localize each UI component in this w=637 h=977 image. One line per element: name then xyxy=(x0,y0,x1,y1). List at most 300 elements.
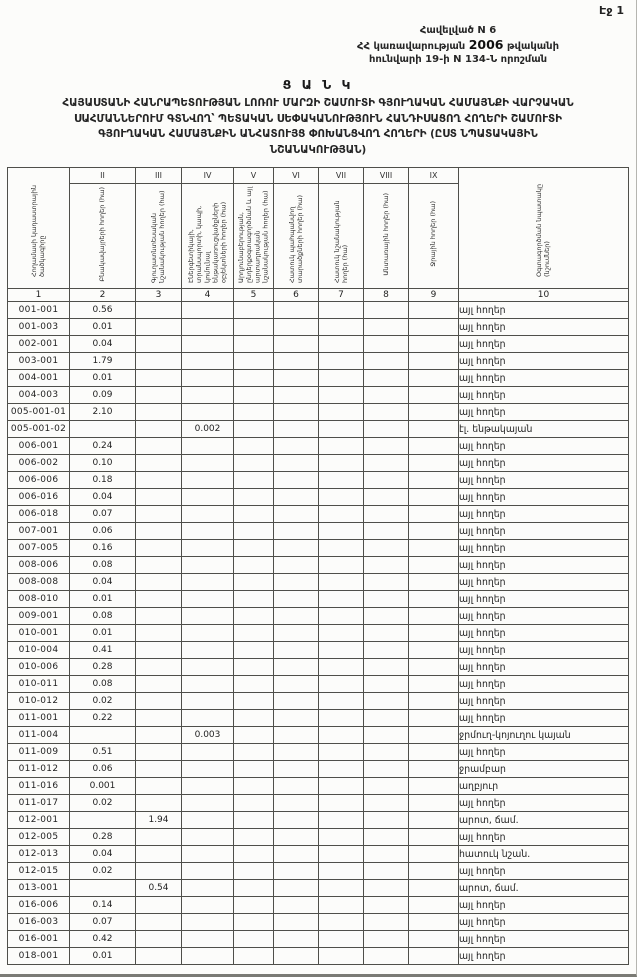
cell-value xyxy=(319,455,364,472)
cell-code: 005-001-01 xyxy=(8,404,70,421)
column-number: 4 xyxy=(182,289,234,302)
cell-value xyxy=(274,608,319,625)
table-row xyxy=(8,778,629,795)
roman-numeral: V xyxy=(234,168,274,184)
table-row xyxy=(8,846,629,863)
cell-value xyxy=(319,540,364,557)
cell-value xyxy=(274,727,319,744)
cell-value xyxy=(364,863,409,880)
cell-value: 0.56 xyxy=(70,302,136,319)
cell-value xyxy=(136,472,182,489)
cell-code: 006-001 xyxy=(8,438,70,455)
cell-value xyxy=(364,387,409,404)
cell-value xyxy=(274,778,319,795)
cell-value xyxy=(234,863,274,880)
cell-value: 0.06 xyxy=(70,523,136,540)
cell-code: 003-001 xyxy=(8,353,70,370)
cell-value xyxy=(364,744,409,761)
cell-value xyxy=(274,659,319,676)
document-subtitle xyxy=(0,96,636,158)
cell-note: այլ հողեր xyxy=(459,676,629,693)
cell-value xyxy=(136,336,182,353)
cell-value xyxy=(182,353,234,370)
cell-value xyxy=(274,846,319,863)
cell-value xyxy=(182,319,234,336)
cell-code: 011-009 xyxy=(8,744,70,761)
cell-value xyxy=(136,438,182,455)
cell-value xyxy=(319,914,364,931)
column-number: 7 xyxy=(319,289,364,302)
table-row xyxy=(8,829,629,846)
cell-value xyxy=(136,455,182,472)
cell-value xyxy=(319,506,364,523)
cell-value: 0.41 xyxy=(70,642,136,659)
cell-value xyxy=(274,319,319,336)
roman-numeral: II xyxy=(70,168,136,184)
appendix-line2-suffix: թվականի xyxy=(507,41,560,52)
cell-code: 011-017 xyxy=(8,795,70,812)
roman-numeral: IX xyxy=(409,168,459,184)
cell-value xyxy=(136,897,182,914)
cell-note: այլ հողեր xyxy=(459,353,629,370)
cell-code: 016-006 xyxy=(8,897,70,914)
cell-value xyxy=(136,693,182,710)
cell-value xyxy=(274,880,319,897)
cell-value xyxy=(136,370,182,387)
table-row xyxy=(8,523,629,540)
table-row xyxy=(8,370,629,387)
cell-note: այլ հողեր xyxy=(459,302,629,319)
cell-note: ջրմուղ-կոյուղու կայան xyxy=(459,727,629,744)
cell-value xyxy=(364,336,409,353)
cell-note: այլ հողեր xyxy=(459,574,629,591)
cell-note: այլ հողեր xyxy=(459,370,629,387)
cell-value xyxy=(182,557,234,574)
cell-value xyxy=(409,846,459,863)
cell-value xyxy=(274,676,319,693)
cell-value xyxy=(409,914,459,931)
column-number: 3 xyxy=(136,289,182,302)
cell-value xyxy=(182,914,234,931)
table-row xyxy=(8,795,629,812)
appendix-year: 2006 xyxy=(468,37,504,52)
cell-code: 010-011 xyxy=(8,676,70,693)
cell-note: ջրամբար xyxy=(459,761,629,778)
cell-value xyxy=(409,319,459,336)
cell-note: այլ հողեր xyxy=(459,659,629,676)
appendix-line1: Հավելված N 6 xyxy=(419,25,497,36)
cell-value xyxy=(234,727,274,744)
cell-value xyxy=(409,506,459,523)
table-row xyxy=(8,591,629,608)
cell-value xyxy=(274,455,319,472)
cell-value xyxy=(234,625,274,642)
cell-value xyxy=(136,727,182,744)
cell-value: 0.04 xyxy=(70,336,136,353)
cell-value xyxy=(234,914,274,931)
column-header-8 xyxy=(364,184,409,289)
subtitle-line-3: ԳՅՈՒՂԱԿԱՆ ՀԱՄԱՅՆՔԻՆ ԱՆՀԱՏՈՒՅՑ ՓՈԽԱՆՑՎՈՂ ՀՈՂԵՐԻ (ԸՍՏ ՆՊԱՏԱԿԱՅԻՆ xyxy=(98,128,538,141)
cell-note: այլ հողեր xyxy=(459,744,629,761)
cell-value xyxy=(136,387,182,404)
cell-value xyxy=(182,829,234,846)
column-header-5 xyxy=(234,184,274,289)
rotated-label: Գյուղատնտեսական նշանակության հողեր (հա) xyxy=(150,190,167,283)
cell-value xyxy=(409,659,459,676)
cell-value xyxy=(319,608,364,625)
cell-note: այլ հողեր xyxy=(459,863,629,880)
cell-code: 006-018 xyxy=(8,506,70,523)
cell-value xyxy=(319,438,364,455)
cell-code: 008-006 xyxy=(8,557,70,574)
cell-value: 0.01 xyxy=(70,591,136,608)
column-number: 10 xyxy=(459,289,629,302)
cell-value xyxy=(182,931,234,948)
cell-value xyxy=(234,353,274,370)
cell-value xyxy=(274,744,319,761)
table-row xyxy=(8,506,629,523)
cell-code: 005-001-02 xyxy=(8,421,70,438)
cell-value xyxy=(319,404,364,421)
cell-code: 004-003 xyxy=(8,387,70,404)
cell-value xyxy=(364,676,409,693)
cell-value xyxy=(182,659,234,676)
appendix-line2-prefix: ՀՀ կառավարության xyxy=(356,41,466,52)
cell-value xyxy=(319,387,364,404)
cell-value xyxy=(136,302,182,319)
cell-value xyxy=(274,336,319,353)
cell-note: այլ հողեր xyxy=(459,438,629,455)
cell-code: 006-002 xyxy=(8,455,70,472)
cell-value xyxy=(274,506,319,523)
cell-value xyxy=(136,489,182,506)
roman-numeral: VI xyxy=(274,168,319,184)
cell-value xyxy=(364,421,409,438)
cell-value xyxy=(182,540,234,557)
cell-value xyxy=(274,370,319,387)
cell-value xyxy=(364,472,409,489)
cell-value xyxy=(234,897,274,914)
cell-code: 016-003 xyxy=(8,914,70,931)
table-row xyxy=(8,608,629,625)
cell-value xyxy=(409,761,459,778)
cell-value xyxy=(136,353,182,370)
appendix-block xyxy=(308,24,608,66)
cell-note: այլ հողեր xyxy=(459,506,629,523)
cell-note: այլ հողեր xyxy=(459,591,629,608)
cell-value xyxy=(409,897,459,914)
cell-value xyxy=(409,387,459,404)
cell-value xyxy=(136,319,182,336)
table-row xyxy=(8,812,629,829)
cell-value xyxy=(234,302,274,319)
cell-value xyxy=(364,489,409,506)
cell-value xyxy=(70,812,136,829)
table-row xyxy=(8,761,629,778)
table-row xyxy=(8,438,629,455)
cell-note: արոտ, ճամ. xyxy=(459,880,629,897)
table-row xyxy=(8,727,629,744)
cell-value xyxy=(136,557,182,574)
cell-code: 011-001 xyxy=(8,710,70,727)
cell-value xyxy=(409,948,459,965)
cell-value xyxy=(182,812,234,829)
cell-value xyxy=(234,710,274,727)
cell-value xyxy=(364,506,409,523)
cell-value xyxy=(409,438,459,455)
cell-value xyxy=(136,421,182,438)
cell-code: 009-001 xyxy=(8,608,70,625)
subtitle-line-2: ՍԱՀՄԱՆՆԵՐՈՒՄ ԳՏՆՎՈՂ՝ ՊԵՏԱԿԱՆ ՍԵՓԱԿԱՆՈՒԹՅՈՒՆ ՀԱՆԴԻՍԱՑՈՂ ՀՈՂԵՐԻ ՇԱՄՈՒՏԻ xyxy=(73,112,563,125)
cell-value xyxy=(136,659,182,676)
cell-note: այլ հողեր xyxy=(459,319,629,336)
cell-code: 007-001 xyxy=(8,523,70,540)
cell-note: այլ հողեր xyxy=(459,948,629,965)
cell-value xyxy=(274,897,319,914)
table-row xyxy=(8,336,629,353)
cell-code: 010-001 xyxy=(8,625,70,642)
cell-value xyxy=(409,455,459,472)
cell-value xyxy=(274,642,319,659)
cell-note: այլ հողեր xyxy=(459,557,629,574)
cell-note: այլ հողեր xyxy=(459,387,629,404)
column-header-4 xyxy=(182,184,234,289)
column-header-1 xyxy=(8,168,70,289)
cell-value xyxy=(136,523,182,540)
cell-value: 0.002 xyxy=(182,421,234,438)
roman-numeral: IV xyxy=(182,168,234,184)
cell-value: 0.08 xyxy=(70,557,136,574)
cell-value xyxy=(319,710,364,727)
cell-value xyxy=(274,914,319,931)
cell-value: 0.42 xyxy=(70,931,136,948)
cell-value xyxy=(319,319,364,336)
cell-value xyxy=(182,523,234,540)
cell-value: 0.51 xyxy=(70,744,136,761)
cell-value xyxy=(234,693,274,710)
cell-value xyxy=(409,778,459,795)
cell-value xyxy=(319,727,364,744)
table-row xyxy=(8,744,629,761)
cell-value xyxy=(319,846,364,863)
table-row xyxy=(8,693,629,710)
cell-value: 0.01 xyxy=(70,948,136,965)
cell-value xyxy=(182,472,234,489)
cell-value xyxy=(274,931,319,948)
column-number: 1 xyxy=(8,289,70,302)
cell-value: 0.10 xyxy=(70,455,136,472)
table-row xyxy=(8,914,629,931)
column-header-9 xyxy=(409,184,459,289)
cell-code: 018-001 xyxy=(8,948,70,965)
cell-value xyxy=(182,574,234,591)
cell-value xyxy=(364,897,409,914)
cell-note: այլ հողեր xyxy=(459,404,629,421)
cell-value xyxy=(182,863,234,880)
cell-value xyxy=(409,370,459,387)
cell-value xyxy=(409,540,459,557)
cell-note: աղբյուր xyxy=(459,778,629,795)
cell-value xyxy=(234,812,274,829)
cell-value: 0.16 xyxy=(70,540,136,557)
table-row xyxy=(8,404,629,421)
cell-value: 0.04 xyxy=(70,846,136,863)
rotated-label: Հողամասի կադաստրային ծածկագիրը xyxy=(30,185,47,277)
cell-code: 008-010 xyxy=(8,591,70,608)
cell-value xyxy=(136,846,182,863)
cell-value xyxy=(274,421,319,438)
cell-value xyxy=(274,523,319,540)
rotated-label: Հատուկ նշանակության հողեր (հա) xyxy=(332,200,349,283)
cell-value xyxy=(364,846,409,863)
cell-code: 006-016 xyxy=(8,489,70,506)
cell-note: այլ հողեր xyxy=(459,540,629,557)
cell-value xyxy=(409,625,459,642)
cell-value xyxy=(319,625,364,642)
cell-value xyxy=(409,642,459,659)
roman-numeral: VII xyxy=(319,168,364,184)
rotated-label: Էներգետիկայի, տրանսպորտի, կապի, կոմունալ ենթակառուցվածքների օբյեկտների հողեր (հա) xyxy=(187,201,228,283)
cell-value xyxy=(319,523,364,540)
cell-value: 0.18 xyxy=(70,472,136,489)
cell-value xyxy=(364,710,409,727)
table-row xyxy=(8,659,629,676)
cell-value xyxy=(274,863,319,880)
cell-value xyxy=(364,727,409,744)
table-row xyxy=(8,931,629,948)
cell-value xyxy=(364,829,409,846)
cell-value xyxy=(319,302,364,319)
cell-value: 0.28 xyxy=(70,829,136,846)
cell-value xyxy=(409,931,459,948)
cell-value xyxy=(409,557,459,574)
cell-value: 1.79 xyxy=(70,353,136,370)
page-number: Էջ 1 xyxy=(599,4,624,17)
cell-value xyxy=(182,897,234,914)
cell-value xyxy=(136,591,182,608)
cell-value xyxy=(319,353,364,370)
rotated-label: Արդյունաբերության, ընդերքօգտագործման և այլ արտադրական նշանակության հողեր (հա) xyxy=(237,186,270,283)
cell-code: 008-008 xyxy=(8,574,70,591)
cell-value xyxy=(364,438,409,455)
cell-value xyxy=(409,472,459,489)
cell-value xyxy=(319,948,364,965)
cell-value: 0.22 xyxy=(70,710,136,727)
cell-value xyxy=(364,693,409,710)
cell-value xyxy=(409,489,459,506)
cell-value xyxy=(274,829,319,846)
cell-value xyxy=(364,778,409,795)
cell-note: այլ հողեր xyxy=(459,472,629,489)
cell-value xyxy=(136,404,182,421)
cell-value xyxy=(234,319,274,336)
cell-code: 010-012 xyxy=(8,693,70,710)
cell-value xyxy=(136,778,182,795)
cell-code: 012-013 xyxy=(8,846,70,863)
cell-value xyxy=(234,438,274,455)
cell-value: 0.02 xyxy=(70,795,136,812)
rotated-label: Բնակավայրերի հողեր (հա) xyxy=(98,186,107,282)
cell-value xyxy=(234,642,274,659)
cell-note: հատուկ նշան. xyxy=(459,846,629,863)
cell-value xyxy=(182,489,234,506)
cell-value xyxy=(136,574,182,591)
column-header-2 xyxy=(70,184,136,289)
column-header-3 xyxy=(136,184,182,289)
cell-value xyxy=(234,336,274,353)
table-row xyxy=(8,625,629,642)
cell-value xyxy=(319,574,364,591)
cell-note: էլ. ենթակայան xyxy=(459,421,629,438)
appendix-line3: հունվարի 19-ի N 134-Ն որոշման xyxy=(368,54,548,66)
cell-value xyxy=(319,744,364,761)
cell-value xyxy=(274,795,319,812)
table-row xyxy=(8,472,629,489)
cell-value xyxy=(234,948,274,965)
cell-value xyxy=(364,455,409,472)
cell-value xyxy=(319,880,364,897)
cell-code: 006-006 xyxy=(8,472,70,489)
cell-code: 013-001 xyxy=(8,880,70,897)
cell-value xyxy=(182,591,234,608)
table-row xyxy=(8,540,629,557)
cell-value xyxy=(319,642,364,659)
cell-value: 0.003 xyxy=(182,727,234,744)
cell-value xyxy=(409,523,459,540)
cell-value xyxy=(182,336,234,353)
cell-value xyxy=(319,421,364,438)
cell-value xyxy=(409,404,459,421)
cell-value xyxy=(364,557,409,574)
cell-value xyxy=(319,370,364,387)
cell-value xyxy=(234,455,274,472)
cell-value xyxy=(182,370,234,387)
cell-value xyxy=(274,438,319,455)
cell-note: այլ հողեր xyxy=(459,489,629,506)
cell-value xyxy=(364,319,409,336)
subtitle-line-1: ՀԱՅԱՍՏԱՆԻ ՀԱՆՐԱՊԵՏՈՒԹՅԱՆ ԼՈՌՈՒ ՄԱՐԶԻ ՇԱՄՈՒՏԻ ԳՅՈՒՂԱԿԱՆ ՀԱՄԱՅՆՔԻ ՎԱՐՉԱԿԱՆ xyxy=(62,97,574,110)
cell-value xyxy=(182,302,234,319)
cell-value xyxy=(234,829,274,846)
cell-value xyxy=(409,863,459,880)
cell-value: 0.14 xyxy=(70,897,136,914)
cell-value xyxy=(364,659,409,676)
cell-value: 0.54 xyxy=(136,880,182,897)
cell-value xyxy=(409,302,459,319)
cell-note: այլ հողեր xyxy=(459,829,629,846)
cell-value xyxy=(234,557,274,574)
cell-value xyxy=(234,421,274,438)
table-row xyxy=(8,710,629,727)
cell-value xyxy=(319,489,364,506)
cell-value: 2.10 xyxy=(70,404,136,421)
document-title: Ց Ա Ն Կ xyxy=(282,77,354,93)
cell-note: այլ հողեր xyxy=(459,642,629,659)
cell-code: 011-004 xyxy=(8,727,70,744)
column-number: 8 xyxy=(364,289,409,302)
cell-value xyxy=(136,642,182,659)
cell-value xyxy=(182,506,234,523)
cell-value xyxy=(274,472,319,489)
cell-value xyxy=(182,710,234,727)
cell-value xyxy=(364,642,409,659)
cell-value xyxy=(274,540,319,557)
table-row xyxy=(8,353,629,370)
cell-value xyxy=(364,795,409,812)
cell-value: 0.01 xyxy=(70,370,136,387)
cell-value xyxy=(319,676,364,693)
cell-code: 016-001 xyxy=(8,931,70,948)
